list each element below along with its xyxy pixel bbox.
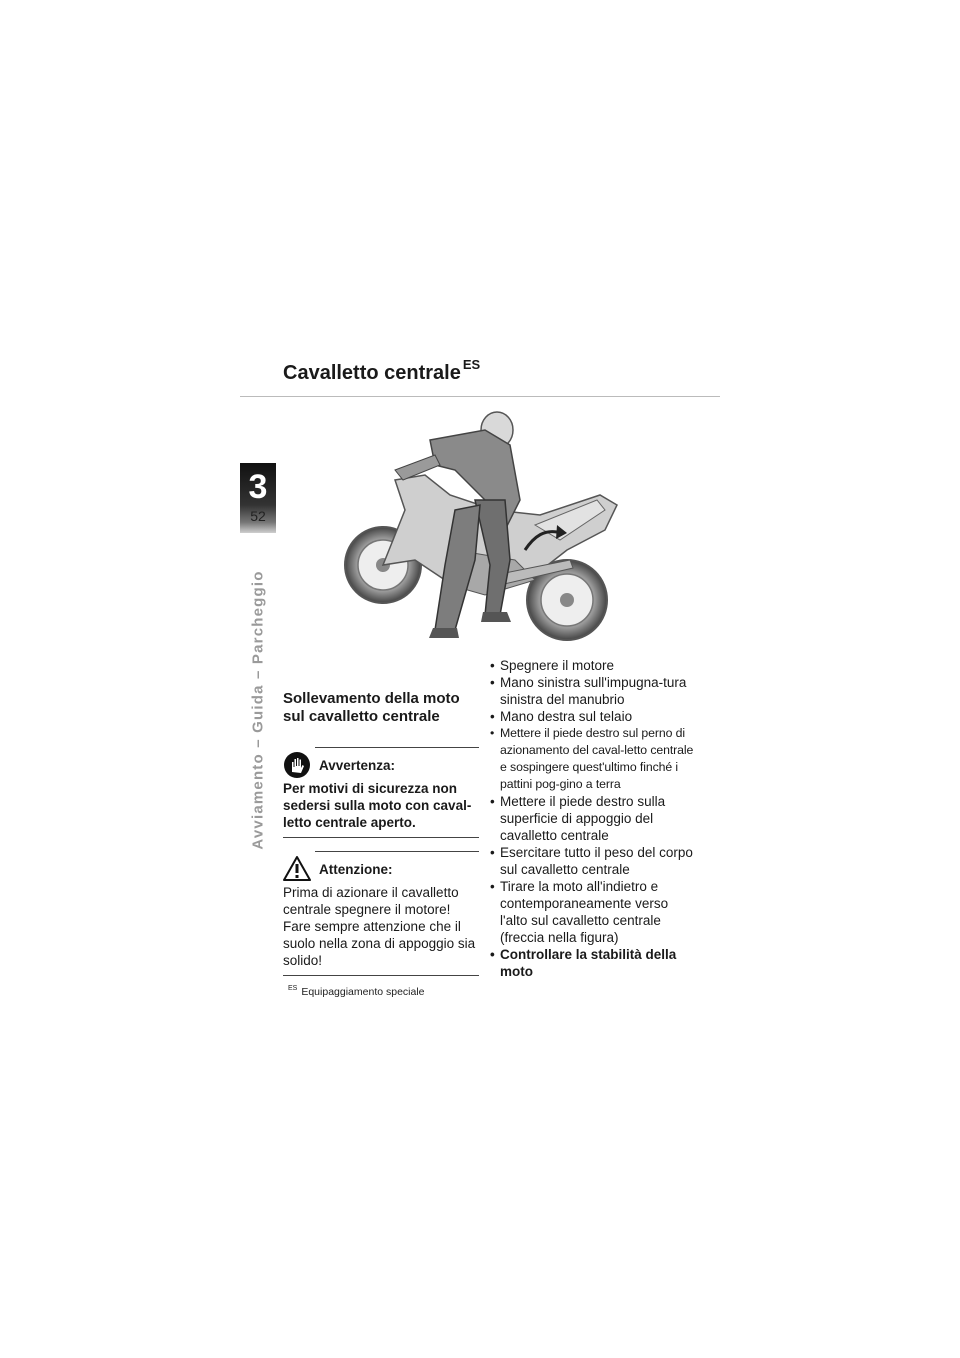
step-item: • Controllare la stabilità della moto — [490, 946, 695, 980]
step-item: • Spegnere il motore — [490, 657, 695, 674]
warning-box — [283, 747, 479, 838]
footnote — [288, 985, 425, 998]
step-item: • Mettere il piede destro sul perno di azionamento del caval-letto centrale e sospingere quest'ultimo finché i pattini pog-gino a terra — [490, 725, 695, 793]
warning-top-rule — [315, 747, 479, 748]
title-divider — [240, 396, 720, 397]
chapter-side-label: Avviamento – Guida – Parcheggio — [249, 570, 267, 850]
page-number: 52 — [250, 508, 266, 524]
motorcycle-center-stand-illustration — [335, 400, 625, 650]
hand-stop-icon — [283, 751, 311, 779]
exclamation-icon — [283, 855, 311, 883]
chapter-number: 3 — [248, 468, 268, 506]
caution-bottom-rule — [283, 975, 479, 976]
warning-text: Per motivi di sicurezza non sedersi sulla moto con caval-letto centrale aperto. — [283, 781, 472, 830]
caution-box — [283, 851, 479, 976]
caution-title: Attenzione: — [319, 861, 393, 877]
chapter-tab — [240, 463, 276, 533]
procedure-steps — [490, 657, 695, 980]
step-item: • Mano sinistra sull'impugna-tura sinistra del manubrio — [490, 674, 695, 708]
footnote-marker: ES — [288, 985, 298, 992]
step-item: • Esercitare tutto il peso del corpo sul cavalletto centrale — [490, 844, 695, 878]
footnote-text: Equipaggiamento speciale — [301, 986, 425, 998]
page-title — [283, 357, 480, 385]
warning-bottom-rule — [283, 837, 479, 838]
section-subheading: Sollevamento della moto sul cavalletto centrale — [283, 690, 460, 725]
step-item: • Mettere il piede destro sulla superficie di appoggio del cavalletto centrale — [490, 793, 695, 844]
warning-title: Avvertenza: — [319, 757, 396, 773]
caution-top-rule — [315, 851, 479, 852]
caution-text: Prima di azionare il cavalletto centrale spegnere il motore! Fare sempre attenzione che il suolo nella zona di appoggio sia solido! — [283, 885, 476, 968]
special-equipment-marker: ES — [462, 357, 481, 372]
step-item: • Tirare la moto all'indietro e contemporaneamente verso l'alto sul cavalletto centrale (freccia nella figura) — [490, 878, 695, 946]
step-item: • Mano destra sul telaio — [490, 708, 695, 725]
page-title-text: Cavalletto centrale — [283, 362, 461, 384]
